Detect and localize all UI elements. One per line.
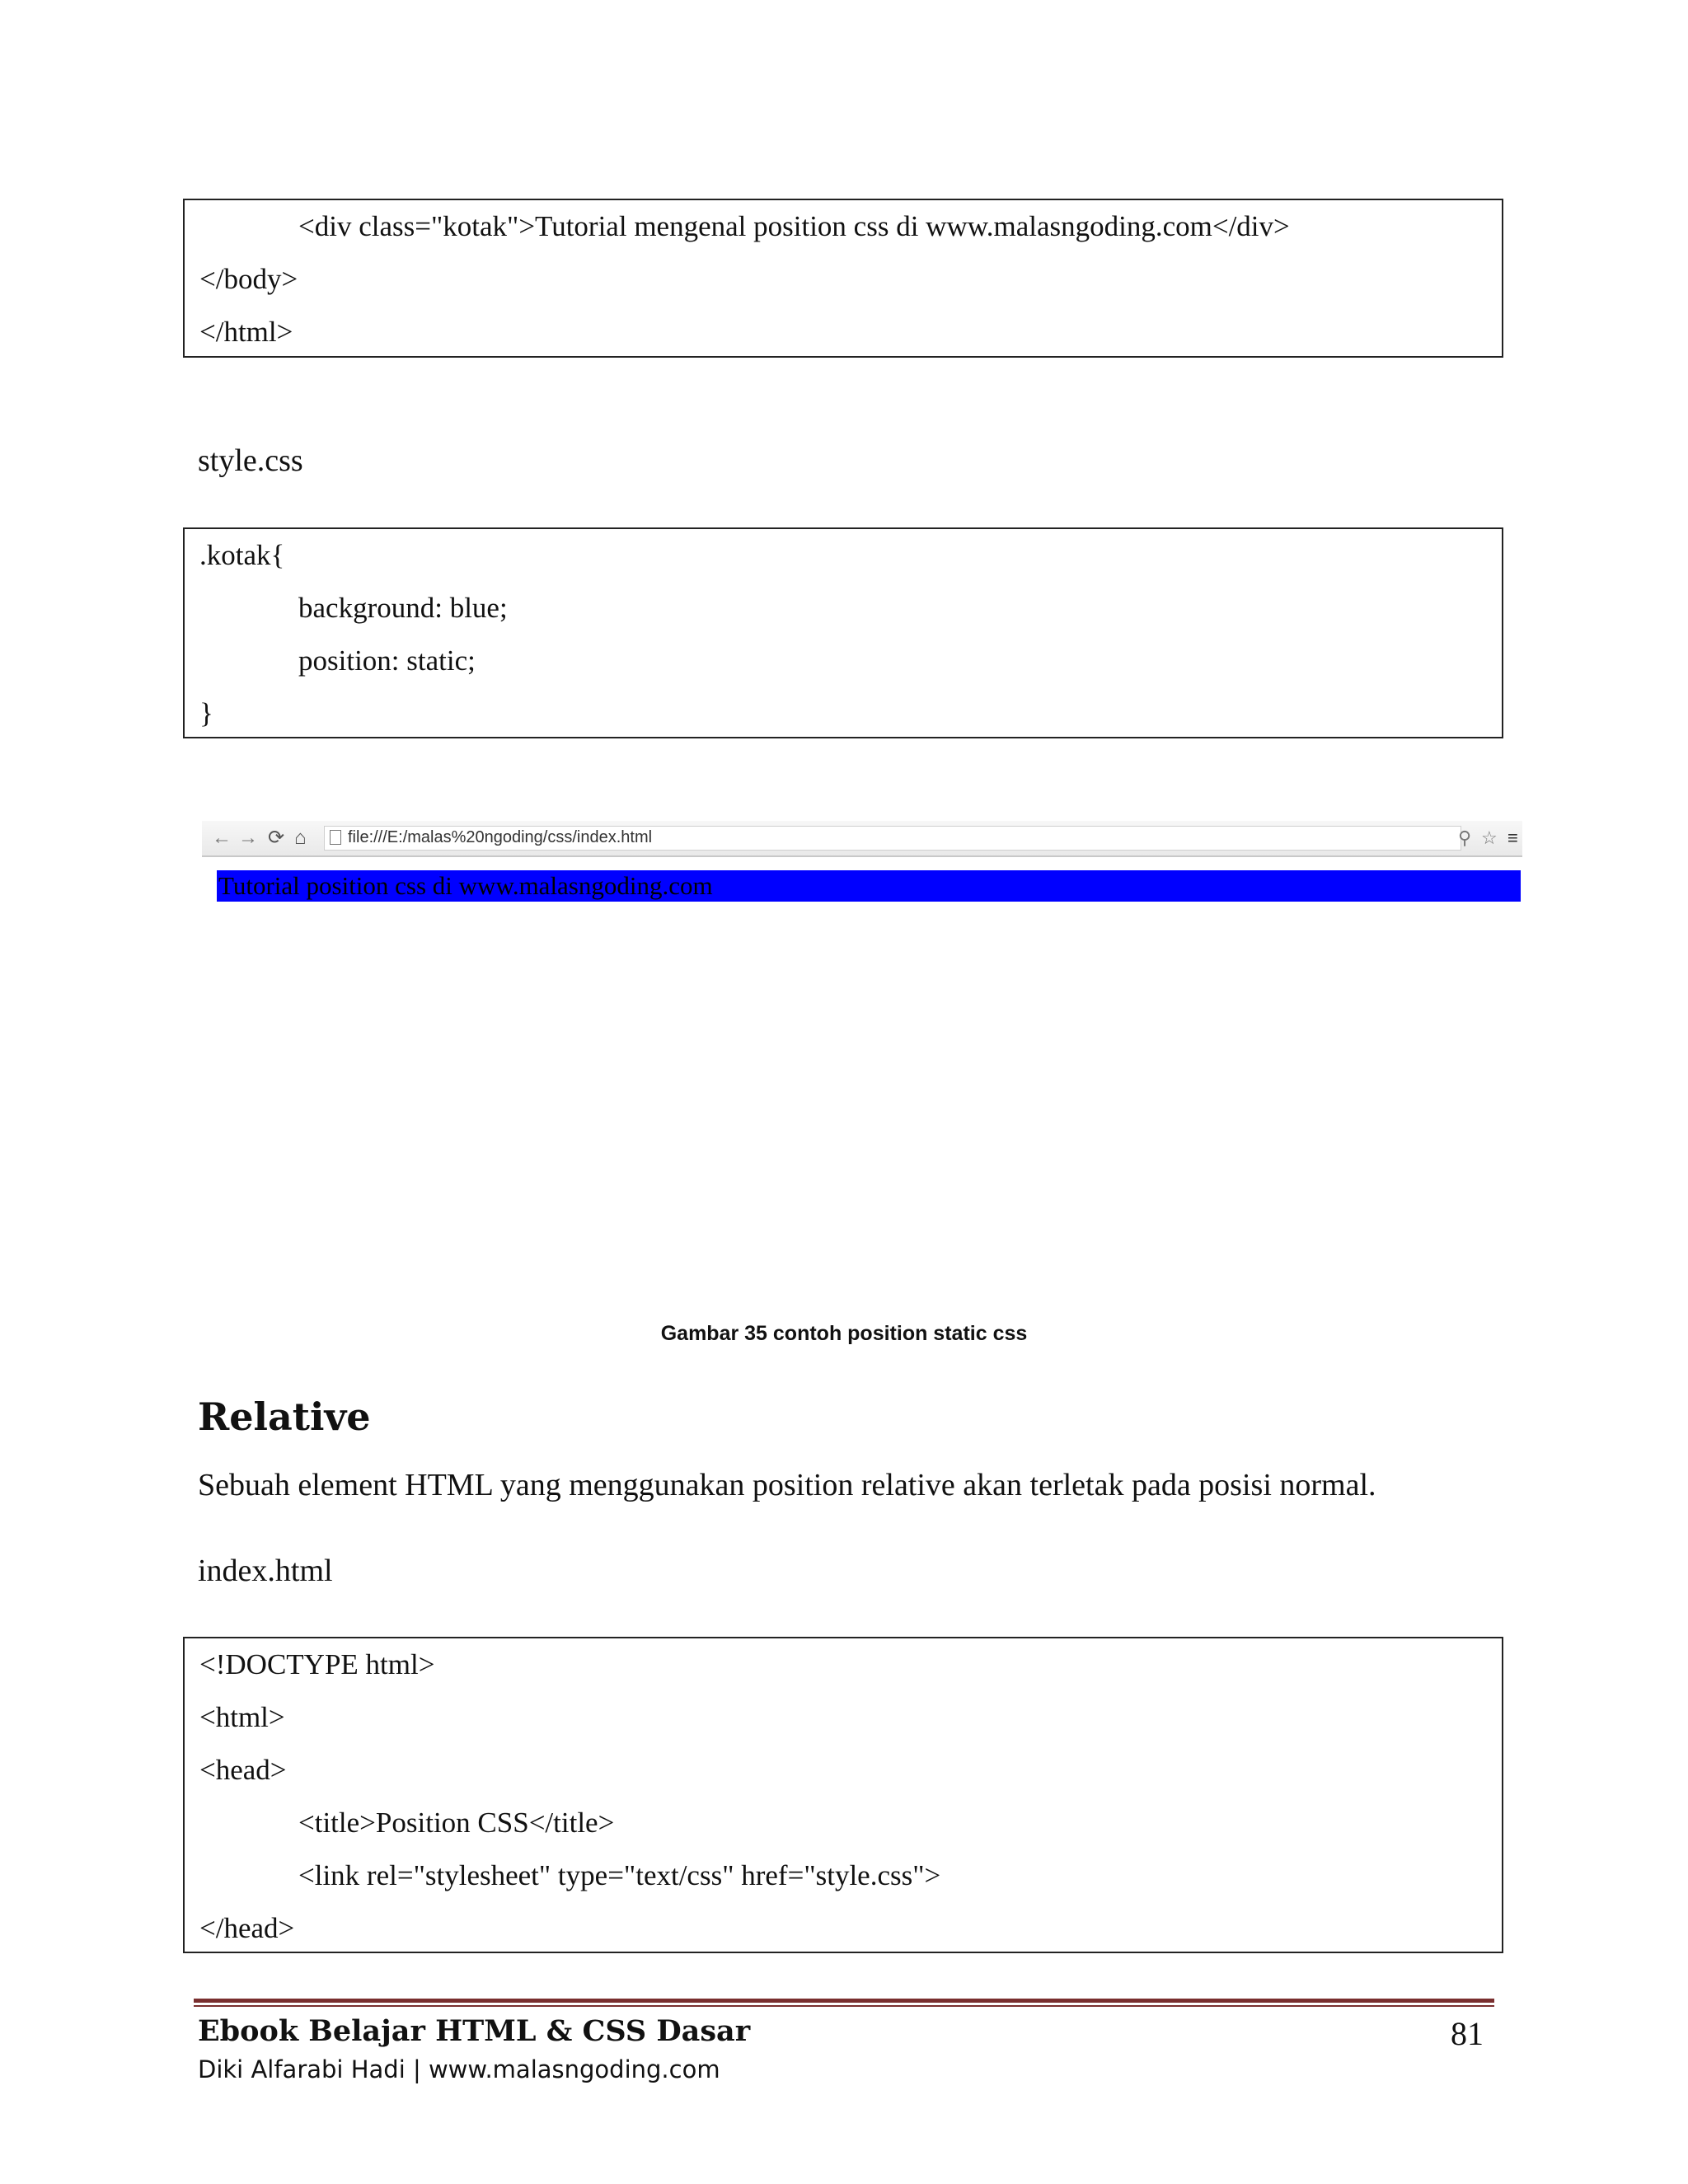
code-line: <head> [199,1754,287,1786]
code-block-index [183,1637,1503,1953]
browser-screenshot [202,821,1522,1315]
paragraph: Sebuah element HTML yang menggunakan position relative akan terletak pada posisi normal. [198,1468,1376,1502]
page-icon [330,830,341,845]
star-icon[interactable]: ☆ [1481,827,1498,848]
code-block-style [183,527,1503,738]
code-line: </head> [199,1912,295,1944]
reload-icon[interactable]: ⟳ [268,827,285,849]
footer-author: Diki Alfarabi Hadi | www.malasngoding.com [198,2055,720,2083]
address-bar[interactable] [324,826,1461,851]
footer-rule-thin [194,2005,1494,2007]
code-line: </html> [199,316,293,348]
menu-icon[interactable]: ≡ [1507,827,1518,848]
arrow-left-icon[interactable]: ← [212,827,232,849]
style-file-label: style.css [198,443,303,478]
code-line: <!DOCTYPE html> [199,1648,435,1680]
code-line: </body> [199,263,298,295]
code-line: .kotak{ [199,539,285,571]
url-text: file:///E:/malas%20ngoding/css/index.html [348,828,653,846]
code-line: background: blue; [298,592,508,624]
footer-rule [194,1999,1494,2003]
blue-kotak-div: Tutorial position css di www.malasngoding.com [217,870,1521,902]
section-heading: Relative [198,1394,371,1439]
code-line: position: static; [298,644,476,677]
code-line: <link rel="stylesheet" type="text/css" href="style.css"> [298,1859,941,1891]
zoom-icon[interactable]: ⚲ [1458,827,1472,848]
code-line: <title>Position CSS</title> [298,1807,615,1839]
index-file-label: index.html [198,1554,333,1588]
code-block-index-end [183,199,1503,358]
figure-caption: Gambar 35 contoh position static css [660,1322,1028,1345]
code-line: <html> [199,1701,285,1733]
page-number: 81 [1451,2015,1484,2052]
footer-title: Ebook Belajar HTML & CSS Dasar [198,2014,751,2048]
browser-toolbar [202,821,1522,857]
arrow-right-icon[interactable]: → [238,827,258,849]
code-line: } [199,697,213,729]
code-line: <div class="kotak">Tutorial mengenal position css di www.malasngoding.com</div> [298,210,1290,242]
home-icon[interactable]: ⌂ [294,827,307,849]
